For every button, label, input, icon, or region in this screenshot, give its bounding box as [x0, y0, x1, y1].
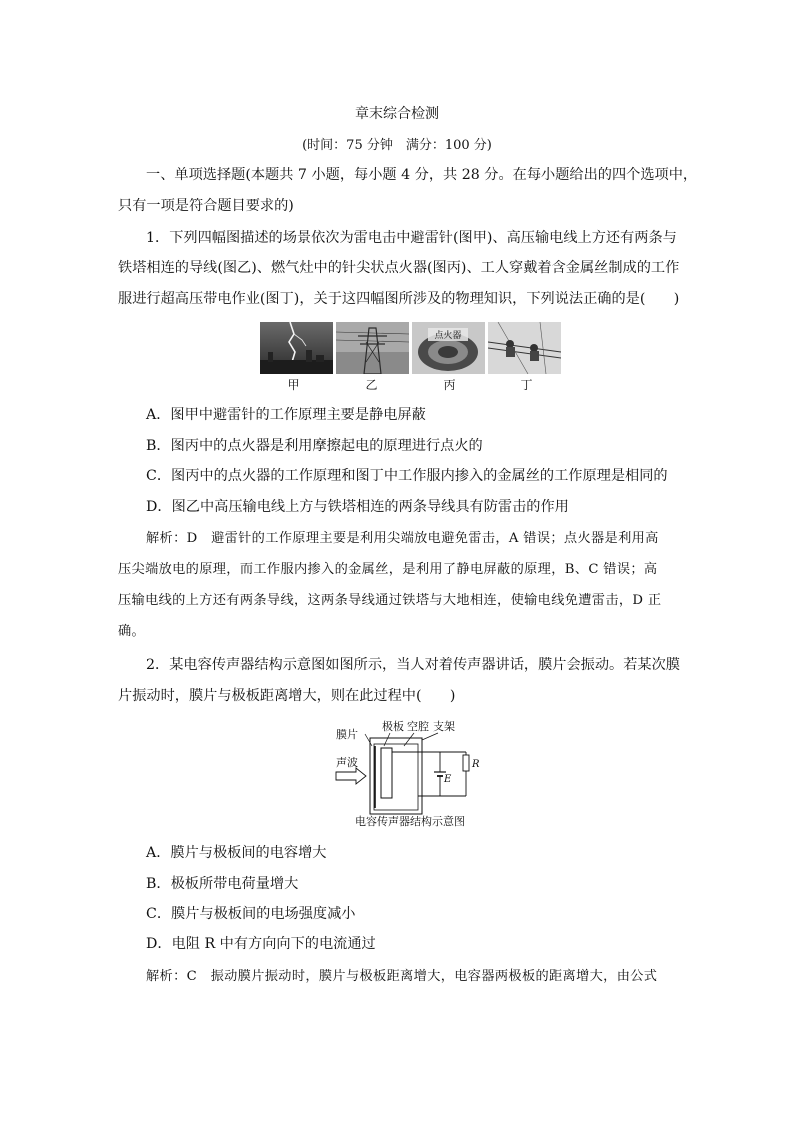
sound-wave-arrow-icon	[336, 768, 366, 784]
label-sound-wave: 声波	[336, 756, 358, 769]
figure-label-jia: 甲	[287, 378, 300, 392]
label-cavity: 空腔	[407, 720, 429, 733]
label-emf-E: E	[444, 774, 452, 785]
q2-solution-line-1: 解析：C 振动膜片振动时，膜片与极板距离增大，电容器两极板的距离增大，由公式	[146, 969, 658, 984]
q1-solution-line-1: 解析：D 避雷针的工作原理主要是利用尖端放电避免雷击，A 错误；点火器是利用高	[146, 531, 659, 546]
q1-solution-line-3: 压输电线的上方还有两条导线，这两条导线通过铁塔与大地相连，使输电线免遭雷击，D 正	[118, 593, 662, 608]
power-tower-photo	[336, 322, 409, 374]
figure-label-yi: 乙	[365, 378, 378, 392]
q2-stem-line-1: 2．某电容传声器结构示意图如图所示，当人对着传声器讲话，膜片会振动。若某次膜	[146, 657, 680, 673]
q1-solution-line-4: 确。	[118, 624, 146, 639]
q1-stem-line-1: 1．下列四幅图描述的场景依次为雷电击中避雷针(图甲)、高压输电线上方还有两条与	[146, 230, 677, 246]
label-plate: 极板	[382, 720, 404, 733]
gas-igniter-photo	[412, 322, 485, 374]
q1-solution-line-2: 压尖端放电的原理，而工作服内掺入的金属丝，是利用了静电屏蔽的原理，B、C 错误；高	[118, 562, 658, 577]
lightning-rod-photo	[260, 322, 333, 374]
section-intro-line-2: 只有一项是符合题目要求的)	[118, 198, 294, 214]
q1-option-d: D．图乙中高压输电线上方与铁塔相连的两条导线具有防雷击的作用	[146, 499, 569, 515]
q2-option-b: B．极板所带电荷量增大	[146, 876, 299, 892]
diagram-caption: 电容传声器结构示意图	[355, 815, 465, 828]
q1-option-b: B．图丙中的点火器是利用摩擦起电的原理进行点火的	[146, 438, 483, 454]
live-line-worker-photo	[488, 322, 561, 374]
figure-label-ding: 丁	[520, 378, 533, 392]
q1-option-a: A．图甲中避雷针的工作原理主要是静电屏蔽	[146, 407, 426, 423]
q1-option-c: C．图丙中的点火器的工作原理和图丁中工作服内掺入的金属丝的工作原理是相同的	[146, 468, 668, 484]
section-intro-line-1: 一、单项选择题(本题共 7 小题，每小题 4 分，共 28 分。在每小题给出的四个选项中，	[146, 167, 698, 183]
resistor-icon	[463, 755, 469, 771]
page-title: 章末综合检测	[355, 106, 439, 122]
q1-figure-photos	[260, 322, 562, 374]
q2-option-a: A．膜片与极板间的电容增大	[146, 845, 327, 861]
exam-time-score: (时间：75 分钟 满分：100 分)	[302, 138, 492, 153]
q1-stem-line-2: 铁塔相连的导线(图乙)、燃气灶中的针尖状点火器(图丙)、工人穿戴着含金属丝制成的工作	[118, 260, 680, 276]
label-membrane: 膜片	[336, 728, 358, 741]
q1-stem-line-3: 服进行超高压带电作业(图丁)，关于这四幅图所涉及的物理知识，下列说法正确的是( )	[118, 291, 680, 307]
label-support: 支架	[433, 720, 455, 733]
q2-option-c: C．膜片与极板间的电场强度减小	[146, 906, 356, 922]
microphone-diagram	[330, 718, 490, 828]
figure-label-bing: 丙	[443, 378, 456, 392]
label-resistor-R: R	[472, 759, 480, 770]
igniter-photo-text: 点火器	[434, 331, 462, 341]
q2-option-d: D．电阻 R 中有方向向下的电流通过	[146, 936, 376, 952]
q2-stem-line-2: 片振动时，膜片与极板距离增大，则在此过程中( )	[118, 688, 456, 704]
